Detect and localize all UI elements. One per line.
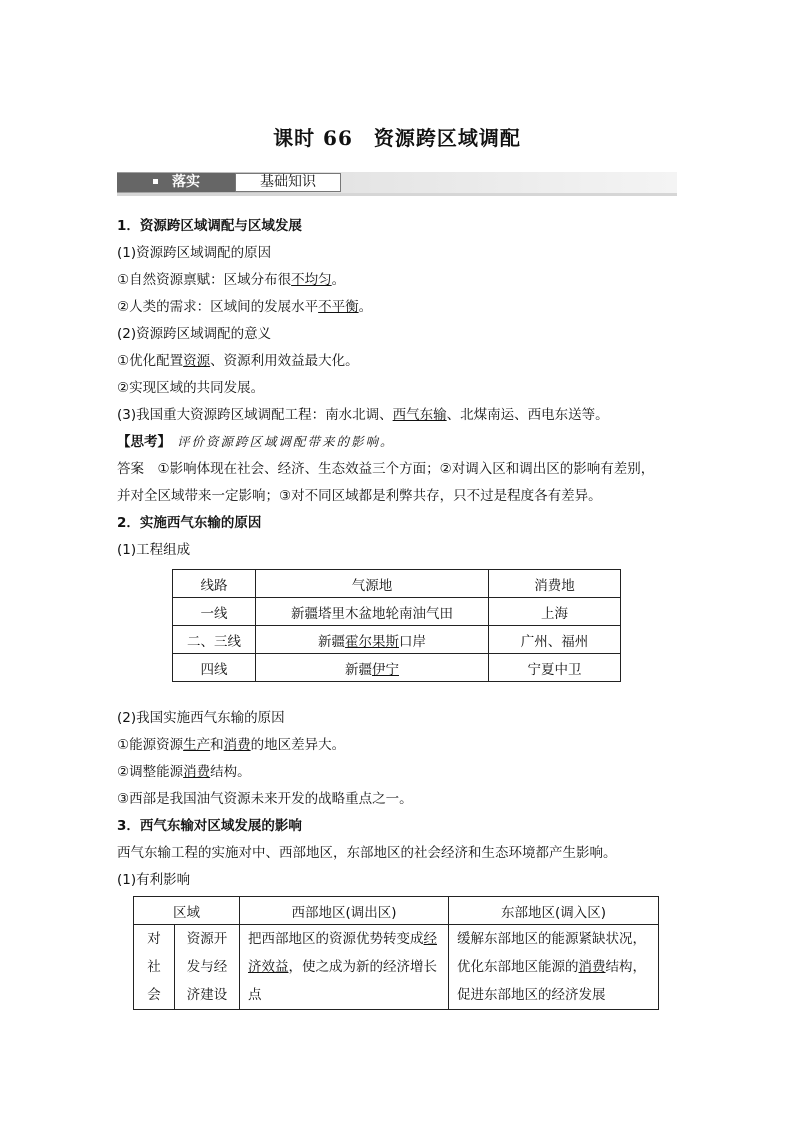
text-segment: ③西部是我国油气资源未来开发的战略重点之一。 [117, 791, 413, 807]
text-line [117, 733, 345, 753]
underlined-key-term: 消费 [223, 737, 251, 753]
text-segment: 四线 [200, 661, 228, 678]
underlined-key-term: 资源 [183, 353, 211, 369]
section-banner [117, 172, 677, 196]
text-segment: 【思考】 [117, 434, 171, 450]
banner-tag-text: 落实 [172, 174, 200, 190]
text-segment: 结构。 [210, 764, 251, 780]
pipeline-table [172, 569, 621, 682]
table-header: 气源地 [256, 570, 489, 598]
text-segment: 口岸 [399, 633, 426, 650]
underlined-key-term: 不平衡 [318, 299, 359, 315]
table-cell [489, 626, 621, 654]
text-line [117, 376, 264, 396]
table-cell [489, 598, 621, 626]
text-segment: 和 [210, 737, 224, 753]
underlined-key-term: 西气东输 [392, 407, 447, 423]
text-line [117, 268, 345, 288]
text-segment: 二、三线 [187, 633, 241, 650]
table-cell [256, 654, 489, 682]
text-line [117, 403, 609, 423]
table-cell [256, 626, 489, 654]
text-segment: 缓解东部地区的能源紧缺状况，优化东部地区能源的 [457, 931, 646, 975]
table-header: 东部地区(调入区) [449, 897, 659, 925]
underlined-key-term: 霍尔果斯 [345, 633, 399, 650]
text-segment: ，使之成为新的经济增长点 [248, 959, 437, 1003]
text-segment: (2)资源跨区域调配的意义 [117, 326, 272, 342]
banner-tag [117, 173, 235, 192]
text-segment: (1)有利影响 [117, 872, 191, 888]
text-segment: 答案 ①影响体现在社会、经济、生态效益三个方面；②对调入区和调出区的影响有差别， [117, 461, 655, 477]
row-group-cell [134, 925, 175, 1010]
text-segment: ①自然资源禀赋：区域分布很 [117, 272, 292, 288]
text-line [117, 484, 602, 504]
text-segment: 并对全区域带来一定影响；③对不同区域都是利弊共存，只不过是程度各有差异。 [117, 488, 602, 504]
underlined-key-term: 不均匀 [291, 272, 332, 288]
text-segment: (3)我国重大资源跨区域调配工程：南水北调、 [117, 407, 393, 423]
text-line [117, 241, 271, 261]
square-bullet-icon [153, 179, 158, 184]
text-line [117, 457, 654, 477]
table-header: 西部地区(调出区) [240, 897, 449, 925]
east-cell [449, 925, 659, 1010]
text-line [117, 841, 617, 861]
text-segment: (2)我国实施西气东输的原因 [117, 710, 285, 726]
underlined-key-term: 消费 [578, 959, 606, 975]
text-segment: 。 [358, 299, 373, 315]
text-segment: ②人类的需求：区域间的发展水平 [117, 299, 319, 315]
text-segment: 、北煤南运、西电东送等。 [446, 407, 609, 423]
text-segment: 广州、福州 [520, 633, 589, 650]
table-header: 区域 [134, 897, 240, 925]
table-cell [173, 598, 256, 626]
underlined-key-term: 消费 [183, 764, 211, 780]
table-header: 线路 [173, 570, 256, 598]
text-line [117, 868, 190, 888]
page-title: 课时 66 资源跨区域调配 [273, 126, 521, 150]
text-line [117, 787, 413, 807]
section-heading [117, 511, 261, 531]
table-row [173, 598, 621, 626]
table-row [173, 654, 621, 682]
underlined-key-term: 生产 [183, 737, 211, 753]
text-line [117, 430, 394, 450]
impact-table [133, 896, 659, 1010]
section-heading [117, 814, 302, 834]
text-segment: 新疆 [345, 661, 372, 678]
table-header: 消费地 [489, 570, 621, 598]
text-segment: 的地区差异大。 [250, 737, 346, 753]
text-segment: ①能源资源 [117, 737, 184, 753]
text-segment: 新疆塔里木盆地轮南油气田 [291, 605, 453, 622]
text-segment: 1．资源跨区域调配与区域发展 [117, 218, 302, 234]
text-line [117, 349, 359, 369]
text-segment: 新疆 [318, 633, 345, 650]
text-segment: ①优化配置 [117, 353, 184, 369]
text-line [117, 760, 251, 780]
text-segment: 结构，促进东部地区的经济发展 [457, 959, 646, 1003]
text-segment: ②实现区域的共同发展。 [117, 380, 265, 396]
text-line [117, 706, 285, 726]
text-segment: 3．西气东输对区域发展的影响 [117, 818, 302, 834]
text-segment: 2．实施西气东输的原因 [117, 515, 262, 531]
text-segment: 把西部地区的资源优势转变成 [248, 931, 424, 947]
text-segment: 一线 [200, 605, 228, 622]
banner-label: 基础知识 [235, 173, 341, 192]
row-label-cell: 资源开 发与经 济建设 [175, 925, 240, 1010]
table-row [173, 626, 621, 654]
table-header-row [173, 570, 621, 598]
text-line [117, 295, 372, 315]
table-cell [173, 654, 256, 682]
table-cell [173, 626, 256, 654]
text-segment: (1)资源跨区域调配的原因 [117, 245, 272, 261]
table-cell [256, 598, 489, 626]
underlined-key-term: 经济效益 [248, 931, 437, 975]
text-segment: 、资源利用效益最大化。 [210, 353, 359, 369]
text-segment: 西气东输工程的实施对中、西部地区，东部地区的社会经济和生态环境都产生影响。 [117, 845, 617, 861]
table-row [134, 925, 659, 1010]
text-segment: 宁夏中卫 [527, 661, 582, 678]
table-header-row [134, 897, 659, 925]
text-segment: 上海 [541, 605, 568, 622]
underlined-key-term: 伊宁 [372, 661, 399, 678]
text-segment: 。 [331, 272, 346, 288]
text-segment: ②调整能源 [117, 764, 184, 780]
row-group-text: 对社会 [147, 931, 161, 1003]
section-heading [117, 214, 302, 234]
banner-rule [117, 193, 677, 196]
text-line [117, 322, 271, 342]
table-cell [489, 654, 621, 682]
west-cell [240, 925, 449, 1010]
text-line [117, 538, 190, 558]
text-segment: (1)工程组成 [117, 542, 191, 558]
text-segment: 评价资源跨区域调配带来的影响。 [171, 434, 395, 449]
